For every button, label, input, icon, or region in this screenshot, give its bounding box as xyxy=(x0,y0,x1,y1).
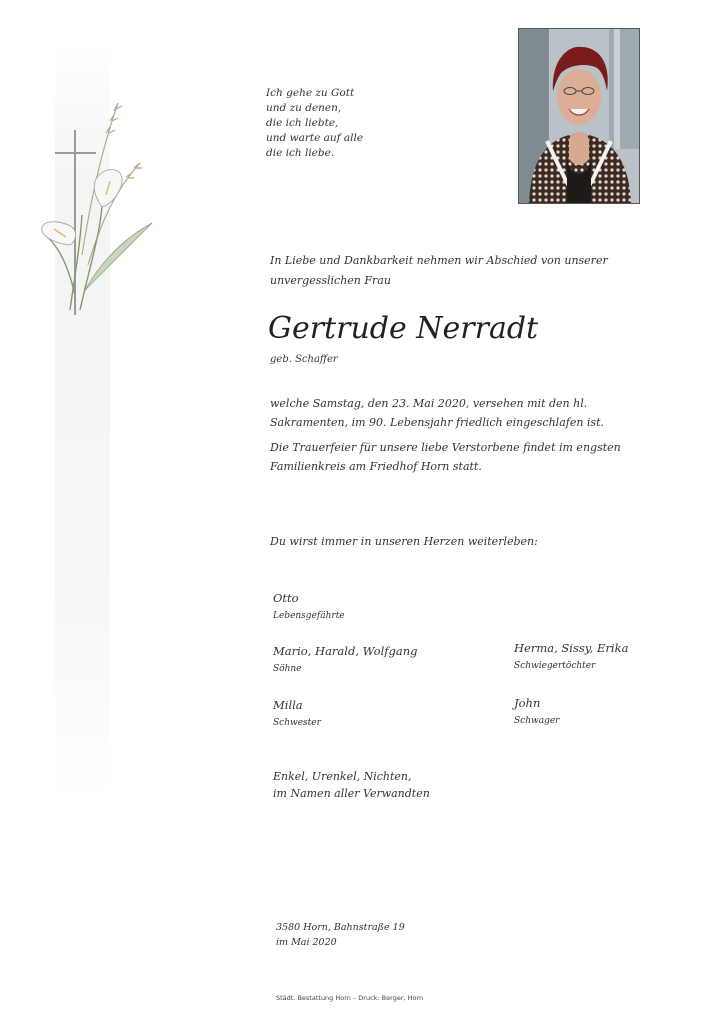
imprint-line: Städt. Bestattung Horn – Druck: Berger, Horn xyxy=(276,994,424,1002)
mourner-name: Milla xyxy=(273,698,303,712)
poem-line: Ich gehe zu Gott xyxy=(266,87,355,99)
funeral-text xyxy=(270,438,660,476)
poem xyxy=(266,86,466,161)
address-block xyxy=(276,920,405,950)
intro-text: In Liebe und Dankbarkeit nehmen wir Abschied von unserer unvergesslichen Frau xyxy=(270,254,608,287)
address-date: im Mai 2020 xyxy=(276,937,337,948)
poem-line: die ich liebe. xyxy=(266,147,335,159)
address-line: 3580 Horn, Bahnstraße 19 xyxy=(276,922,405,933)
poem-line: die ich liebte, xyxy=(266,117,339,129)
mourner-entry xyxy=(273,643,418,676)
mourner-role: Schwager xyxy=(514,716,560,726)
farewell-line: Du wirst immer in unseren Herzen weiterleben: xyxy=(270,535,538,548)
relatives-line: im Namen aller Verwandten xyxy=(273,787,430,800)
funeral-line: Familienkreis am Friedhof Horn statt. xyxy=(270,460,482,473)
mourner-role: Söhne xyxy=(273,664,302,674)
mourner-name: Mario, Harald, Wolfgang xyxy=(273,644,418,658)
poem-line: und warte auf alle xyxy=(266,132,364,144)
deceased-name: Gertrude Nerradt xyxy=(268,311,539,346)
mourner-entry xyxy=(273,697,321,730)
mourner-role: Schwester xyxy=(273,718,321,728)
mourner-entry xyxy=(514,640,628,673)
relatives-line: Enkel, Urenkel, Nichten, xyxy=(273,770,412,783)
mourner-entry xyxy=(514,695,559,728)
relatives-text xyxy=(273,768,430,802)
cross-lily-icon xyxy=(30,95,160,325)
passing-line: Sakramenten, im 90. Lebensjahr friedlich eingeschlafen ist. xyxy=(270,416,604,429)
mourner-name: Herma, Sissy, Erika xyxy=(514,641,629,655)
mourner-role: Schwiegertöchter xyxy=(514,661,596,671)
poem-line: und zu denen, xyxy=(266,102,342,114)
mourner-name: Otto xyxy=(273,591,299,605)
funeral-line: Die Trauerfeier für unsere liebe Verstorbene findet im engsten xyxy=(270,441,621,454)
passing-text xyxy=(270,394,660,432)
passing-line: welche Samstag, den 23. Mai 2020, versehen mit den hl. xyxy=(270,397,588,410)
mourner-role: Lebensgefährte xyxy=(273,611,345,621)
mourner-name: John xyxy=(514,696,541,710)
mourner-entry xyxy=(273,590,345,623)
portrait-photo xyxy=(518,28,640,204)
maiden-name: geb. Schaffer xyxy=(270,354,338,365)
